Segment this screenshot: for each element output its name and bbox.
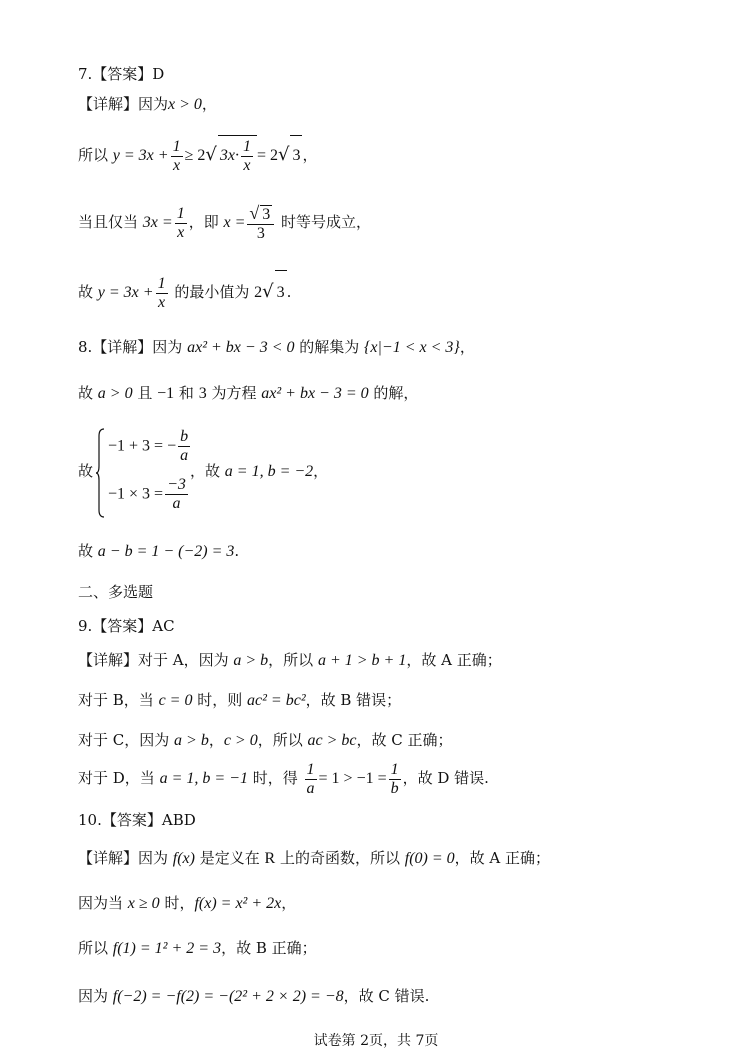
q8-l2-mid2: 和 xyxy=(174,384,199,402)
q9-d2-tail: ，故 B 错误； xyxy=(305,691,402,709)
q10-d3-prefix: 所以 xyxy=(78,939,113,957)
q9-d3-mid1: ， xyxy=(208,731,224,749)
q10-d2-prefix: 因为当 xyxy=(78,894,128,912)
frac-num: 1 xyxy=(172,137,181,155)
q7-l4-expr: y = 3x + xyxy=(97,284,154,301)
q9-d4-expr-a: a = 1, b = −1 xyxy=(159,770,248,787)
sqrt-sign: √ xyxy=(277,144,290,165)
q8-l2-mid3: 为方程 xyxy=(206,384,262,402)
q10-d1-mid1: 是定义在 xyxy=(194,849,265,867)
q8-system-row-2 xyxy=(108,476,190,513)
left-brace-icon xyxy=(95,428,105,518)
q10-d2-tail: ， xyxy=(281,894,297,912)
q10-answer: 10.【答案】ABD xyxy=(78,811,196,829)
q8-sys-result: a = 1, b = −2 xyxy=(224,463,314,480)
frac-num: 1 xyxy=(390,760,399,778)
q10-d4-expr: f(−2) = −f(2) = −(2² + 2 × 2) = −8 xyxy=(112,988,344,1005)
frac-den: a xyxy=(172,495,181,512)
q9-frac-1-over-a xyxy=(305,761,317,798)
q8-l4-tail: . xyxy=(234,542,240,560)
q7-l2-expr-a: y = 3x + xyxy=(112,147,169,164)
q8-frac-3-over-a xyxy=(165,476,188,513)
q10-d1-expr-a: f(x) xyxy=(172,850,195,867)
q8-l1-prefix: 8.【详解】因为 xyxy=(78,338,188,356)
q9-d4-expr-b: = 1 > −1 = xyxy=(318,770,387,787)
q10-d2-mid: 时， xyxy=(159,894,195,912)
q9-d2-prefix: 对于 B，当 xyxy=(78,691,159,709)
q7-l2-expr-b: ≥ 2 xyxy=(184,147,206,164)
frac-den: a xyxy=(306,779,315,797)
q8-line4 xyxy=(78,541,239,562)
q7-detail-label: 【详解】因为 xyxy=(78,95,169,113)
q10-d1-expr-c: f(0) = 0 xyxy=(404,850,455,867)
q9-d1-expr-a: a > b xyxy=(233,652,269,669)
frac-num: 1 xyxy=(157,274,166,292)
q10-d2-expr-b: f(x) = x² + 2x xyxy=(194,895,282,912)
q7-l4-prefix: 故 xyxy=(78,283,98,301)
q10-d1-prefix: 【详解】因为 xyxy=(78,849,173,867)
q7-l3-expr-a: 3x = xyxy=(142,214,173,231)
q7-l3-mid: ，即 xyxy=(188,213,224,231)
sqrt-3: 3 xyxy=(262,205,271,223)
q7-answer: 7.【答案】D xyxy=(78,65,165,83)
sqrt-3: 3 xyxy=(275,270,287,315)
q10-d1-mid2: 上的奇函数，所以 xyxy=(275,849,405,867)
frac-den: a xyxy=(180,447,189,464)
page-footer: 试卷第 2页，共 7页 xyxy=(313,1033,439,1049)
q8-l1-tail: ， xyxy=(459,338,475,356)
q7-l2-expr-c: = 2 xyxy=(256,147,278,164)
q8-l2-expr-c: 3 xyxy=(198,385,207,402)
q8-sys-label: 故 xyxy=(78,462,94,480)
q10-detail-4 xyxy=(78,986,429,1007)
sqrt-sign: √ xyxy=(249,202,260,223)
frac-den: x xyxy=(177,223,185,241)
q8-sys-tail-b: ， xyxy=(313,462,329,480)
q7-l4-tail: . xyxy=(286,283,292,301)
q10-detail-3 xyxy=(78,938,317,959)
q9-d4-tail: ，故 D 错误. xyxy=(402,769,489,787)
q8-l1-mid: 的解集为 xyxy=(294,338,365,356)
q9-d2-expr-a: c = 0 xyxy=(158,692,193,709)
q7-sqrt-expr xyxy=(218,135,257,176)
q9-d4-mid: 时，得 xyxy=(247,769,303,787)
q7-l2-prefix: 所以 xyxy=(78,146,113,164)
q9-detail-b xyxy=(78,690,401,711)
q8-inequality: ax² + bx − 3 < 0 xyxy=(187,339,295,356)
q10-d2-expr-a: x ≥ 0 xyxy=(127,895,160,912)
q7-l2-tail: ， xyxy=(302,146,318,164)
q8-l2-expr-a: a > 0 xyxy=(97,385,133,402)
q9-d3-expr-c: ac > bc xyxy=(307,732,357,749)
q8-sys-r2-lhs: −1 × 3 = xyxy=(108,485,164,503)
q8-l2-expr-b: −1 xyxy=(157,385,175,402)
q10-d4-prefix: 因为 xyxy=(78,987,113,1005)
q8-l2-prefix: 故 xyxy=(78,384,98,402)
q7-frac-inner xyxy=(241,138,253,175)
q9-d2-mid: 时，则 xyxy=(192,691,248,709)
q9-d2-expr-b: ac² = bc² xyxy=(247,692,306,709)
q7-sqrt-3: 3 xyxy=(290,135,302,176)
sqrt-sign: √ xyxy=(262,281,274,302)
q10-d1-tail: ，故 A 正确； xyxy=(454,849,551,867)
q9-d1-expr-b: a + 1 > b + 1 xyxy=(317,652,407,669)
q9-d3-expr-a: a > b xyxy=(174,732,209,749)
q9-d1-tail: ，故 A 正确； xyxy=(406,651,502,669)
frac-den: b xyxy=(390,779,399,797)
frac-den: x xyxy=(158,293,166,311)
q8-sys-r1-lhs: −1 + 3 = − xyxy=(108,437,177,455)
sqrt-sign: √ xyxy=(205,144,217,165)
q10-detail-1 xyxy=(78,848,550,869)
frac-den: x xyxy=(173,156,181,174)
frac-den: 3 xyxy=(256,224,265,242)
q9-d1-mid: ，所以 xyxy=(268,651,318,669)
q8-sys-conclusion xyxy=(190,461,328,482)
q7-l4-frac xyxy=(156,275,168,312)
q10-d1-expr-b: R xyxy=(264,850,276,867)
q7-condition: x > 0 xyxy=(168,96,202,113)
q10-d3-tail: ，故 B 正确； xyxy=(221,939,317,957)
q7-l4-val: 2 xyxy=(254,284,263,301)
q10-d3-expr: f(1) = 1² + 2 = 3 xyxy=(112,940,222,957)
q9-d4-prefix: 对于 D，当 xyxy=(78,769,160,787)
frac-num: 1 xyxy=(176,204,185,222)
frac-num: 1 xyxy=(242,137,251,155)
q8-l2-tail: 的解， xyxy=(368,384,419,402)
q8-equation: ax² + bx − 3 = 0 xyxy=(261,385,369,402)
q8-line1 xyxy=(78,337,475,358)
q7-detail-tail: ， xyxy=(201,95,217,113)
q10-d4-tail: ，故 C 错误. xyxy=(343,987,430,1005)
q8-final-expr: a − b = 1 − (−2) = 3 xyxy=(97,543,235,560)
q7-l3-tail: 时等号成立， xyxy=(276,213,372,231)
frac-num: −3 xyxy=(167,476,186,493)
frac-num: 1 xyxy=(306,760,315,778)
q9-answer: 9.【答案】AC xyxy=(78,617,175,635)
q8-l4-prefix: 故 xyxy=(78,542,98,560)
q8-solution-set: {x|−1 < x < 3} xyxy=(364,339,460,356)
frac-num xyxy=(247,204,274,225)
frac-den: x xyxy=(243,156,251,174)
q9-detail-a xyxy=(78,650,502,671)
q7-line2 xyxy=(78,135,317,176)
q9-detail-c xyxy=(78,730,453,751)
q9-d3-prefix: 对于 C，因为 xyxy=(78,731,175,749)
q10-detail-2 xyxy=(78,893,296,914)
q8-frac-b-over-a xyxy=(178,428,190,465)
q9-d3-mid2: ，所以 xyxy=(257,731,308,749)
q8-l2-mid1: 且 xyxy=(132,384,158,402)
q7-l3-expr-b: x = xyxy=(223,214,246,231)
q7-frac-sqrt3-over-3 xyxy=(247,204,274,243)
q7-line3 xyxy=(78,200,371,245)
q8-sys-tail-a: ，故 xyxy=(190,462,225,480)
q9-d1-prefix: 【详解】对于 A，因为 xyxy=(78,651,234,669)
q7-detail-line xyxy=(78,94,217,115)
frac-num: b xyxy=(180,428,189,445)
q7-line4 xyxy=(78,270,291,315)
q9-frac-1-over-b xyxy=(389,761,401,798)
q9-d3-expr-b: c > 0 xyxy=(223,732,258,749)
section-title: 二、多选题 xyxy=(78,583,154,601)
q8-line2 xyxy=(78,383,418,404)
q7-l3-frac xyxy=(175,205,187,242)
q7-l3-prefix: 当且仅当 xyxy=(78,213,143,231)
q9-detail-d xyxy=(78,756,489,801)
q7-l4-mid: 的最小值为 xyxy=(169,283,255,301)
q9-d3-tail: ，故 C 正确； xyxy=(356,731,453,749)
q7-frac-1-over-x xyxy=(171,138,183,175)
q7-sqrt-a: 3x· xyxy=(219,147,239,164)
q8-system-row-1 xyxy=(108,428,192,465)
